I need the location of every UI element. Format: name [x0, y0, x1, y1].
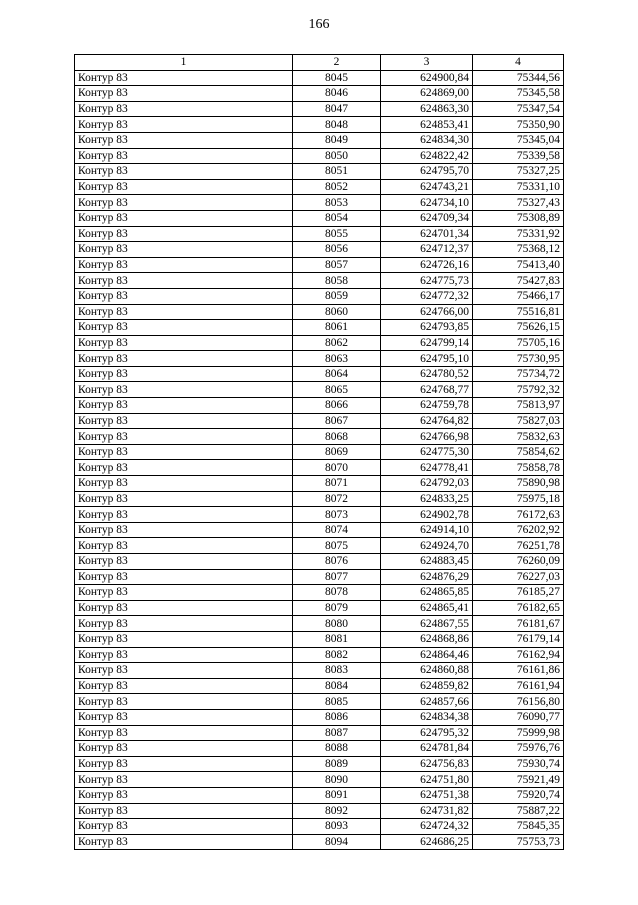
point-number-cell: 8053	[293, 195, 381, 211]
contour-name-cell: Контур 83	[75, 413, 293, 429]
point-number-cell: 8081	[293, 631, 381, 647]
point-number-cell: 8087	[293, 725, 381, 741]
contour-name-cell: Контур 83	[75, 647, 293, 663]
contour-name-cell: Контур 83	[75, 803, 293, 819]
y-coordinate-cell: 75466,17	[473, 288, 564, 304]
x-coordinate-cell: 624726,16	[381, 257, 473, 273]
y-coordinate-cell: 75350,90	[473, 117, 564, 133]
point-number-cell: 8047	[293, 101, 381, 117]
point-number-cell: 8091	[293, 787, 381, 803]
contour-name-cell: Контур 83	[75, 772, 293, 788]
contour-name-cell: Контур 83	[75, 694, 293, 710]
y-coordinate-cell: 75792,32	[473, 382, 564, 398]
point-number-cell: 8057	[293, 257, 381, 273]
table-row	[75, 382, 564, 398]
point-number-cell: 8050	[293, 148, 381, 164]
point-number-cell: 8077	[293, 569, 381, 585]
point-number-cell: 8094	[293, 834, 381, 850]
contour-name-cell: Контур 83	[75, 460, 293, 476]
contour-name-cell: Контур 83	[75, 756, 293, 772]
table-row	[75, 803, 564, 819]
table-row	[75, 101, 564, 117]
y-coordinate-cell: 76172,63	[473, 507, 564, 523]
table-body	[75, 70, 564, 850]
table-row	[75, 335, 564, 351]
y-coordinate-cell: 75813,97	[473, 398, 564, 414]
table-row	[75, 476, 564, 492]
table-row	[75, 460, 564, 476]
x-coordinate-cell: 624853,41	[381, 117, 473, 133]
contour-name-cell: Контур 83	[75, 522, 293, 538]
table-row	[75, 257, 564, 273]
table-row	[75, 413, 564, 429]
y-coordinate-cell: 76090,77	[473, 709, 564, 725]
contour-name-cell: Контур 83	[75, 554, 293, 570]
contour-name-cell: Контур 83	[75, 491, 293, 507]
point-number-cell: 8048	[293, 117, 381, 133]
point-number-cell: 8075	[293, 538, 381, 554]
y-coordinate-cell: 75705,16	[473, 335, 564, 351]
point-number-cell: 8069	[293, 444, 381, 460]
contour-name-cell: Контур 83	[75, 132, 293, 148]
y-coordinate-cell: 76185,27	[473, 585, 564, 601]
point-number-cell: 8068	[293, 429, 381, 445]
contour-name-cell: Контур 83	[75, 678, 293, 694]
table-row	[75, 538, 564, 554]
y-coordinate-cell: 76260,09	[473, 554, 564, 570]
table-row	[75, 70, 564, 86]
contour-name-cell: Контур 83	[75, 320, 293, 336]
point-number-cell: 8058	[293, 273, 381, 289]
x-coordinate-cell: 624859,82	[381, 678, 473, 694]
contour-name-cell: Контур 83	[75, 304, 293, 320]
contour-name-cell: Контур 83	[75, 538, 293, 554]
x-coordinate-cell: 624793,85	[381, 320, 473, 336]
point-number-cell: 8076	[293, 554, 381, 570]
table-row	[75, 834, 564, 850]
y-coordinate-cell: 75730,95	[473, 351, 564, 367]
point-number-cell: 8090	[293, 772, 381, 788]
y-coordinate-cell: 75331,10	[473, 179, 564, 195]
x-coordinate-cell: 624900,84	[381, 70, 473, 86]
x-coordinate-cell: 624772,32	[381, 288, 473, 304]
y-coordinate-cell: 75854,62	[473, 444, 564, 460]
table-row	[75, 631, 564, 647]
contour-name-cell: Контур 83	[75, 569, 293, 585]
x-coordinate-cell: 624781,84	[381, 741, 473, 757]
y-coordinate-cell: 76156,80	[473, 694, 564, 710]
x-coordinate-cell: 624751,80	[381, 772, 473, 788]
point-number-cell: 8045	[293, 70, 381, 86]
y-coordinate-cell: 76181,67	[473, 616, 564, 632]
contour-name-cell: Контур 83	[75, 398, 293, 414]
y-coordinate-cell: 76227,03	[473, 569, 564, 585]
table-row	[75, 179, 564, 195]
point-number-cell: 8060	[293, 304, 381, 320]
contour-name-cell: Контур 83	[75, 787, 293, 803]
point-number-cell: 8052	[293, 179, 381, 195]
x-coordinate-cell: 624756,83	[381, 756, 473, 772]
column-header-4: 4	[473, 55, 564, 71]
x-coordinate-cell: 624860,88	[381, 663, 473, 679]
contour-name-cell: Контур 83	[75, 585, 293, 601]
x-coordinate-cell: 624833,25	[381, 491, 473, 507]
y-coordinate-cell: 75327,25	[473, 164, 564, 180]
point-number-cell: 8079	[293, 600, 381, 616]
y-coordinate-cell: 76202,92	[473, 522, 564, 538]
table-row	[75, 351, 564, 367]
x-coordinate-cell: 624766,00	[381, 304, 473, 320]
y-coordinate-cell: 75368,12	[473, 242, 564, 258]
point-number-cell: 8093	[293, 819, 381, 835]
point-number-cell: 8071	[293, 476, 381, 492]
y-coordinate-cell: 75999,98	[473, 725, 564, 741]
y-coordinate-cell: 75427,83	[473, 273, 564, 289]
y-coordinate-cell: 75753,73	[473, 834, 564, 850]
table-row	[75, 756, 564, 772]
contour-name-cell: Контур 83	[75, 70, 293, 86]
point-number-cell: 8085	[293, 694, 381, 710]
coordinates-table	[74, 54, 564, 850]
y-coordinate-cell: 75845,35	[473, 819, 564, 835]
x-coordinate-cell: 624799,14	[381, 335, 473, 351]
table-row	[75, 772, 564, 788]
table-row	[75, 195, 564, 211]
x-coordinate-cell: 624743,21	[381, 179, 473, 195]
x-coordinate-cell: 624834,30	[381, 132, 473, 148]
point-number-cell: 8088	[293, 741, 381, 757]
table-row	[75, 787, 564, 803]
x-coordinate-cell: 624834,38	[381, 709, 473, 725]
y-coordinate-cell: 75327,43	[473, 195, 564, 211]
contour-name-cell: Контур 83	[75, 382, 293, 398]
x-coordinate-cell: 624867,55	[381, 616, 473, 632]
table-row	[75, 273, 564, 289]
y-coordinate-cell: 75339,58	[473, 148, 564, 164]
contour-name-cell: Контур 83	[75, 179, 293, 195]
contour-name-cell: Контур 83	[75, 725, 293, 741]
table-row	[75, 242, 564, 258]
x-coordinate-cell: 624857,66	[381, 694, 473, 710]
table-row	[75, 663, 564, 679]
y-coordinate-cell: 75413,40	[473, 257, 564, 273]
contour-name-cell: Контур 83	[75, 195, 293, 211]
x-coordinate-cell: 624795,70	[381, 164, 473, 180]
x-coordinate-cell: 624924,70	[381, 538, 473, 554]
x-coordinate-cell: 624701,34	[381, 226, 473, 242]
column-header-2: 2	[293, 55, 381, 71]
contour-name-cell: Контур 83	[75, 476, 293, 492]
page-number: 166	[308, 17, 330, 32]
x-coordinate-cell: 624869,00	[381, 86, 473, 102]
point-number-cell: 8066	[293, 398, 381, 414]
x-coordinate-cell: 624795,10	[381, 351, 473, 367]
table-row	[75, 694, 564, 710]
y-coordinate-cell: 75347,54	[473, 101, 564, 117]
y-coordinate-cell: 75345,04	[473, 132, 564, 148]
y-coordinate-cell: 75308,89	[473, 210, 564, 226]
x-coordinate-cell: 624731,82	[381, 803, 473, 819]
x-coordinate-cell: 624775,73	[381, 273, 473, 289]
point-number-cell: 8086	[293, 709, 381, 725]
table-row	[75, 444, 564, 460]
table-row	[75, 288, 564, 304]
y-coordinate-cell: 75858,78	[473, 460, 564, 476]
table-row	[75, 304, 564, 320]
y-coordinate-cell: 75975,18	[473, 491, 564, 507]
point-number-cell: 8065	[293, 382, 381, 398]
table-row	[75, 491, 564, 507]
x-coordinate-cell: 624712,37	[381, 242, 473, 258]
contour-name-cell: Контур 83	[75, 351, 293, 367]
point-number-cell: 8046	[293, 86, 381, 102]
table-row	[75, 507, 564, 523]
y-coordinate-cell: 76161,86	[473, 663, 564, 679]
point-number-cell: 8073	[293, 507, 381, 523]
point-number-cell: 8084	[293, 678, 381, 694]
table-row	[75, 569, 564, 585]
y-coordinate-cell: 75345,58	[473, 86, 564, 102]
contour-name-cell: Контур 83	[75, 429, 293, 445]
x-coordinate-cell: 624686,25	[381, 834, 473, 850]
contour-name-cell: Контур 83	[75, 819, 293, 835]
table-row	[75, 741, 564, 757]
y-coordinate-cell: 76162,94	[473, 647, 564, 663]
contour-name-cell: Контур 83	[75, 741, 293, 757]
y-coordinate-cell: 76179,14	[473, 631, 564, 647]
contour-name-cell: Контур 83	[75, 366, 293, 382]
point-number-cell: 8056	[293, 242, 381, 258]
point-number-cell: 8089	[293, 756, 381, 772]
point-number-cell: 8049	[293, 132, 381, 148]
contour-name-cell: Контур 83	[75, 834, 293, 850]
y-coordinate-cell: 76182,65	[473, 600, 564, 616]
y-coordinate-cell: 75921,49	[473, 772, 564, 788]
table-row	[75, 819, 564, 835]
point-number-cell: 8074	[293, 522, 381, 538]
contour-name-cell: Контур 83	[75, 242, 293, 258]
point-number-cell: 8078	[293, 585, 381, 601]
y-coordinate-cell: 76251,78	[473, 538, 564, 554]
contour-name-cell: Контур 83	[75, 273, 293, 289]
table-row	[75, 320, 564, 336]
table-row	[75, 148, 564, 164]
contour-name-cell: Контур 83	[75, 148, 293, 164]
table-header-row	[75, 55, 564, 71]
x-coordinate-cell: 624751,38	[381, 787, 473, 803]
x-coordinate-cell: 624778,41	[381, 460, 473, 476]
table-row	[75, 86, 564, 102]
x-coordinate-cell: 624863,30	[381, 101, 473, 117]
contour-name-cell: Контур 83	[75, 257, 293, 273]
point-number-cell: 8063	[293, 351, 381, 367]
table-row	[75, 398, 564, 414]
contour-name-cell: Контур 83	[75, 709, 293, 725]
contour-name-cell: Контур 83	[75, 210, 293, 226]
y-coordinate-cell: 75516,81	[473, 304, 564, 320]
contour-name-cell: Контур 83	[75, 507, 293, 523]
contour-name-cell: Контур 83	[75, 86, 293, 102]
y-coordinate-cell: 75976,76	[473, 741, 564, 757]
table-row	[75, 132, 564, 148]
x-coordinate-cell: 624764,82	[381, 413, 473, 429]
y-coordinate-cell: 75331,92	[473, 226, 564, 242]
contour-name-cell: Контур 83	[75, 631, 293, 647]
table-row	[75, 616, 564, 632]
point-number-cell: 8055	[293, 226, 381, 242]
table-row	[75, 725, 564, 741]
point-number-cell: 8092	[293, 803, 381, 819]
point-number-cell: 8054	[293, 210, 381, 226]
table-row	[75, 117, 564, 133]
x-coordinate-cell: 624766,98	[381, 429, 473, 445]
table-row	[75, 678, 564, 694]
table-row	[75, 709, 564, 725]
table-row	[75, 554, 564, 570]
point-number-cell: 8061	[293, 320, 381, 336]
x-coordinate-cell: 624883,45	[381, 554, 473, 570]
point-number-cell: 8070	[293, 460, 381, 476]
x-coordinate-cell: 624865,41	[381, 600, 473, 616]
y-coordinate-cell: 75626,15	[473, 320, 564, 336]
table-row	[75, 522, 564, 538]
contour-name-cell: Контур 83	[75, 335, 293, 351]
x-coordinate-cell: 624759,78	[381, 398, 473, 414]
contour-name-cell: Контур 83	[75, 444, 293, 460]
contour-name-cell: Контур 83	[75, 101, 293, 117]
column-header-3: 3	[381, 55, 473, 71]
x-coordinate-cell: 624792,03	[381, 476, 473, 492]
x-coordinate-cell: 624775,30	[381, 444, 473, 460]
table-row	[75, 600, 564, 616]
x-coordinate-cell: 624724,32	[381, 819, 473, 835]
point-number-cell: 8080	[293, 616, 381, 632]
y-coordinate-cell: 75832,63	[473, 429, 564, 445]
point-number-cell: 8083	[293, 663, 381, 679]
y-coordinate-cell: 75887,22	[473, 803, 564, 819]
x-coordinate-cell: 624780,52	[381, 366, 473, 382]
table-row	[75, 210, 564, 226]
contour-name-cell: Контур 83	[75, 600, 293, 616]
contour-name-cell: Контур 83	[75, 663, 293, 679]
contour-name-cell: Контур 83	[75, 616, 293, 632]
point-number-cell: 8067	[293, 413, 381, 429]
x-coordinate-cell: 624865,85	[381, 585, 473, 601]
y-coordinate-cell: 75890,98	[473, 476, 564, 492]
y-coordinate-cell: 75920,74	[473, 787, 564, 803]
x-coordinate-cell: 624914,10	[381, 522, 473, 538]
table-row	[75, 585, 564, 601]
y-coordinate-cell: 75344,56	[473, 70, 564, 86]
y-coordinate-cell: 75827,03	[473, 413, 564, 429]
x-coordinate-cell: 624768,77	[381, 382, 473, 398]
table-row	[75, 164, 564, 180]
y-coordinate-cell: 76161,94	[473, 678, 564, 694]
x-coordinate-cell: 624734,10	[381, 195, 473, 211]
point-number-cell: 8059	[293, 288, 381, 304]
y-coordinate-cell: 75930,74	[473, 756, 564, 772]
x-coordinate-cell: 624709,34	[381, 210, 473, 226]
table-row	[75, 429, 564, 445]
point-number-cell: 8051	[293, 164, 381, 180]
point-number-cell: 8082	[293, 647, 381, 663]
point-number-cell: 8062	[293, 335, 381, 351]
column-header-1: 1	[75, 55, 293, 71]
contour-name-cell: Контур 83	[75, 117, 293, 133]
table-row	[75, 647, 564, 663]
y-coordinate-cell: 75734,72	[473, 366, 564, 382]
table-row	[75, 366, 564, 382]
table-row	[75, 226, 564, 242]
x-coordinate-cell: 624876,29	[381, 569, 473, 585]
x-coordinate-cell: 624795,32	[381, 725, 473, 741]
point-number-cell: 8064	[293, 366, 381, 382]
point-number-cell: 8072	[293, 491, 381, 507]
x-coordinate-cell: 624902,78	[381, 507, 473, 523]
contour-name-cell: Контур 83	[75, 226, 293, 242]
contour-name-cell: Контур 83	[75, 288, 293, 304]
contour-name-cell: Контур 83	[75, 164, 293, 180]
x-coordinate-cell: 624864,46	[381, 647, 473, 663]
x-coordinate-cell: 624822,42	[381, 148, 473, 164]
x-coordinate-cell: 624868,86	[381, 631, 473, 647]
